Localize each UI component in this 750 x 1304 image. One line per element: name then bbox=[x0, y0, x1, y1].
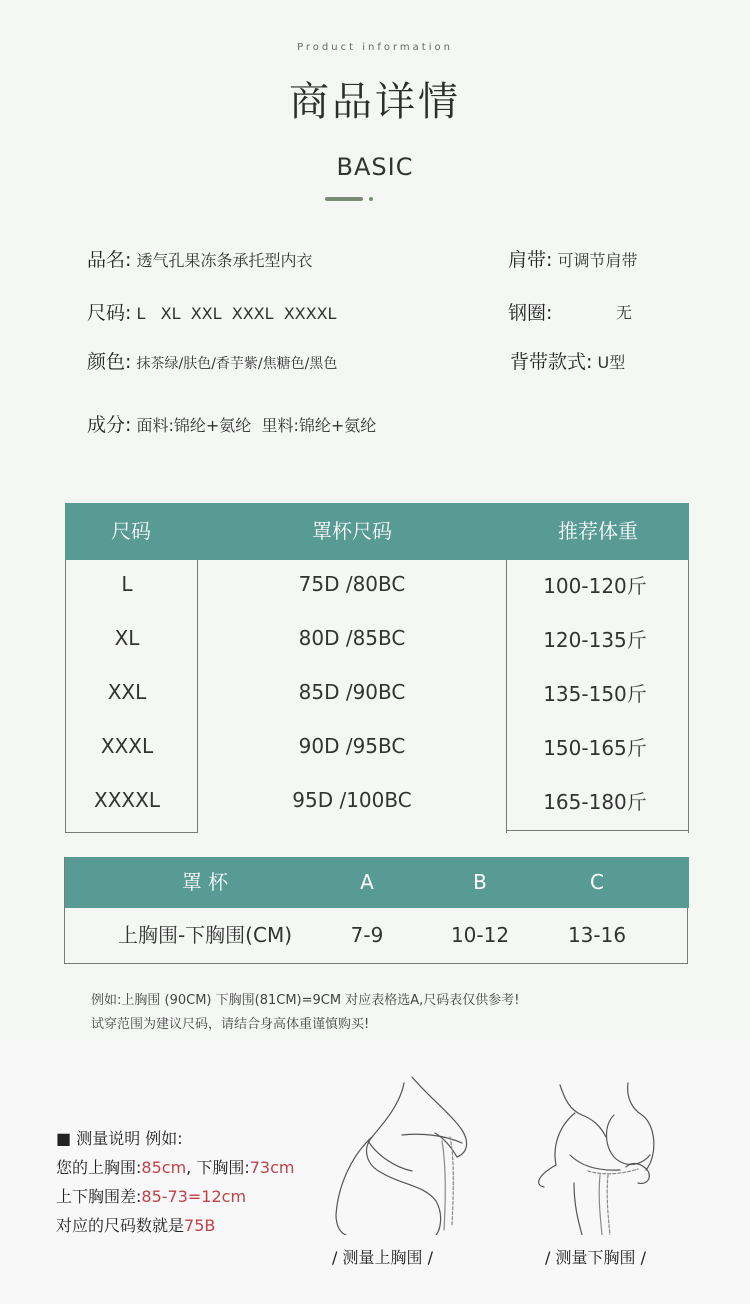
eyebrow-text: Product information bbox=[297, 42, 453, 53]
measure-value: 85cm bbox=[141, 1158, 187, 1177]
spec-name-value: 透气孔果冻条承托型内衣 bbox=[136, 251, 313, 270]
table-cell: XXXL bbox=[100, 734, 154, 758]
table-cell: 95D /100BC bbox=[292, 788, 412, 812]
cup-c-header: C bbox=[590, 870, 604, 894]
table-cell: XXXXL bbox=[94, 788, 160, 812]
spec-color-value: 抹茶绿/肤色/香芋紫/焦糖色/黑色 bbox=[136, 356, 338, 372]
upper-bust-illustration bbox=[332, 1075, 482, 1235]
size-table-header bbox=[65, 503, 689, 560]
table-cell: 165-180斤 bbox=[543, 790, 647, 814]
cup-b-value: 10-12 bbox=[450, 923, 510, 947]
spec-color-key: 颜色: bbox=[87, 351, 132, 373]
cup-size-col-header: 罩杯尺码 bbox=[312, 519, 392, 543]
spec-size bbox=[87, 298, 336, 325]
measure-text: 您的上胸围: bbox=[56, 1158, 142, 1177]
spec-material-value: 面料:锦纶+氨纶 里料:锦纶+氨纶 bbox=[136, 416, 377, 435]
spec-name bbox=[87, 245, 313, 272]
spec-size-key: 尺码: bbox=[87, 302, 132, 324]
note-line-1: 例如:上胸围 (90CM) 下胸围(81CM)=9CM 对应表格选A,尺码表仅供参考! bbox=[91, 993, 520, 1008]
spec-size-value: L XL XXL XXXL XXXXL bbox=[136, 304, 337, 323]
measure-text: , 下胸围: bbox=[186, 1158, 250, 1177]
spec-material bbox=[87, 410, 376, 437]
table-cell: 150-165斤 bbox=[543, 736, 647, 760]
measure-text: 对应的尺码数就是 bbox=[56, 1216, 185, 1235]
measure-value: 73cm bbox=[249, 1158, 295, 1177]
measure-line-4 bbox=[56, 1213, 215, 1236]
measure-value: 75B bbox=[184, 1216, 216, 1235]
section-title: BASIC bbox=[336, 153, 414, 181]
title-dot bbox=[369, 197, 373, 201]
measure-value: 85-73=12cm bbox=[141, 1187, 247, 1206]
spec-wire bbox=[508, 298, 552, 325]
cup-b-header: B bbox=[473, 870, 487, 894]
table-cell: XL bbox=[114, 626, 140, 650]
size-col-header: 尺码 bbox=[111, 519, 151, 543]
table-cell: 90D /95BC bbox=[298, 734, 406, 758]
spec-material-key: 成分: bbox=[87, 414, 132, 436]
spec-color bbox=[87, 347, 337, 374]
lower-bust-illustration bbox=[530, 1075, 670, 1235]
spec-wire-key: 钢圈: bbox=[508, 302, 553, 324]
caption-lower-bust: / 测量下胸围 / bbox=[545, 1248, 646, 1267]
spec-strap bbox=[508, 245, 638, 272]
measure-heading: ■ 测量说明 例如: bbox=[56, 1129, 183, 1148]
spec-strap-value: 可调节肩带 bbox=[557, 251, 638, 270]
measure-line-3 bbox=[56, 1184, 246, 1207]
spec-name-key: 品名: bbox=[87, 249, 132, 271]
spec-back bbox=[510, 347, 625, 374]
spec-back-value: U型 bbox=[597, 353, 626, 372]
page-title: 商品详情 bbox=[289, 79, 461, 125]
cup-table bbox=[64, 857, 688, 964]
measure-line-2 bbox=[56, 1155, 294, 1178]
table-cell: 135-150斤 bbox=[543, 682, 647, 706]
caption-upper-bust: / 测量上胸围 / bbox=[332, 1248, 433, 1267]
spec-strap-key: 肩带: bbox=[508, 249, 553, 271]
table-cell: XXL bbox=[107, 680, 147, 704]
cup-col-header: 罩 杯 bbox=[181, 870, 229, 894]
weight-col-header: 推荐体重 bbox=[558, 519, 638, 543]
title-underline bbox=[325, 197, 363, 201]
table-border bbox=[65, 832, 197, 833]
size-table-body bbox=[65, 560, 689, 833]
table-cell: 120-135斤 bbox=[543, 628, 647, 652]
note-line-2: 试穿范围为建议尺码，请结合身高体重谨慎购买! bbox=[91, 1017, 370, 1032]
size-table bbox=[65, 503, 689, 833]
cup-a-value: 7-9 bbox=[350, 923, 384, 947]
cup-row-label: 上胸围-下胸围(CM) bbox=[117, 923, 293, 947]
spec-wire-value: 无 bbox=[616, 303, 633, 322]
table-border bbox=[506, 830, 689, 831]
table-border bbox=[688, 560, 689, 833]
measure-text: 上下胸围差: bbox=[56, 1187, 142, 1206]
table-cell: 80D /85BC bbox=[298, 626, 406, 650]
table-cell: 75D /80BC bbox=[298, 572, 406, 596]
cup-c-value: 13-16 bbox=[567, 923, 627, 947]
table-cell: 100-120斤 bbox=[543, 574, 647, 598]
spec-back-key: 背带款式: bbox=[510, 351, 593, 373]
table-cell: 85D /90BC bbox=[298, 680, 406, 704]
cup-a-header: A bbox=[360, 870, 374, 894]
table-cell: L bbox=[121, 572, 133, 596]
